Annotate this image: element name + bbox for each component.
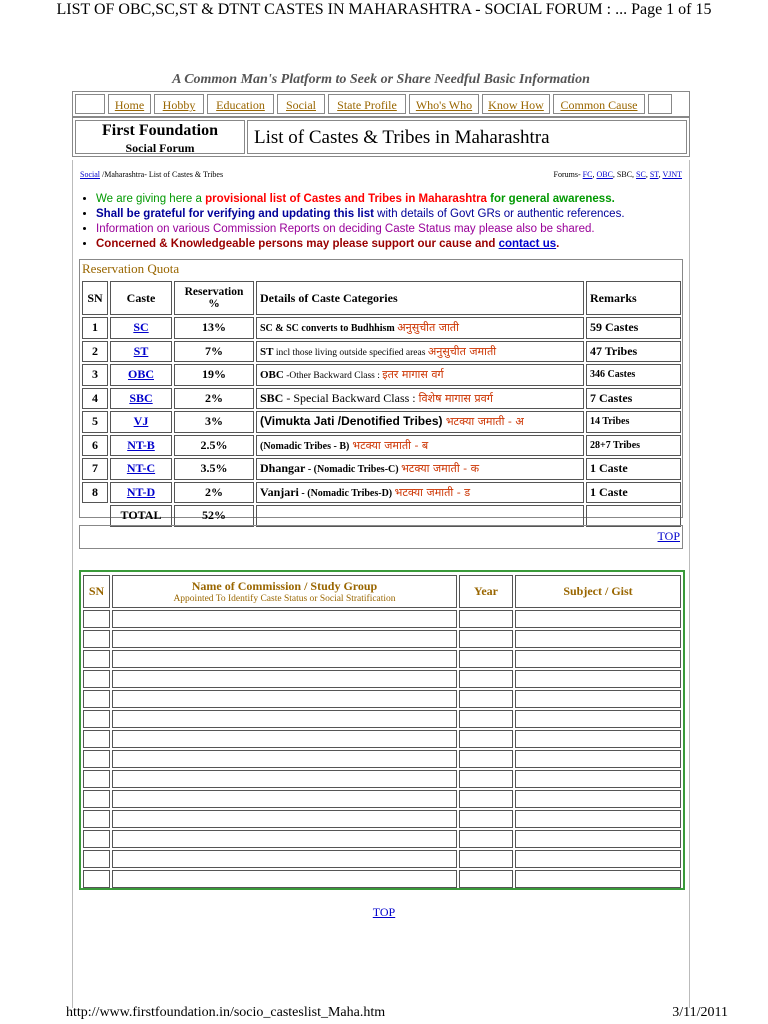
nav-item-state-profile[interactable] xyxy=(328,94,406,114)
table-row xyxy=(82,388,681,410)
table-cell-empty xyxy=(459,670,513,688)
table-cell-empty xyxy=(112,810,457,828)
table-row xyxy=(83,830,681,848)
table-cell-empty xyxy=(515,630,681,648)
nav-bar xyxy=(72,91,690,117)
table-cell-empty xyxy=(515,610,681,628)
col-header-subject: Subject / Gist xyxy=(515,575,681,608)
table-cell-empty xyxy=(112,610,457,628)
table-cell-empty xyxy=(515,870,681,888)
caste-link-sbc[interactable]: SBC xyxy=(129,390,153,405)
cell-pct: 13% xyxy=(174,317,254,339)
cell-empty xyxy=(256,505,584,527)
table-cell-empty xyxy=(112,850,457,868)
col-header-sn: SN xyxy=(82,281,108,315)
cell-sn: 8 xyxy=(82,482,108,504)
table-total-row xyxy=(82,505,681,527)
nav-link-common-cause[interactable]: Common Cause xyxy=(560,98,638,112)
table-cell-empty xyxy=(112,870,457,888)
top-link-bar xyxy=(79,525,683,549)
table-row xyxy=(83,670,681,688)
table-cell-empty xyxy=(83,810,110,828)
forum-link-vjnt[interactable]: VJNT xyxy=(662,170,682,179)
cell-remarks: 59 Castes xyxy=(586,317,681,339)
cell-details: (Vimukta Jati /Denotified Tribes) भटक्या जमाती - अ xyxy=(256,411,584,433)
nav-item-common-cause[interactable] xyxy=(553,94,645,114)
forum-sbc-text: , SBC, xyxy=(612,170,637,179)
caste-link-obc[interactable]: OBC xyxy=(127,367,154,382)
table-cell-empty xyxy=(459,870,513,888)
table-cell-empty xyxy=(459,610,513,628)
table-cell-empty xyxy=(83,650,110,668)
table-header-row xyxy=(83,575,681,608)
cell-details: Dhangar - (Nomadic Tribes-C) भटक्या जमाती - क xyxy=(256,458,584,480)
page-header: LIST OF OBC,SC,ST & DTNT CASTES IN MAHARASHTRA - SOCIAL FORUM : ... Page 1 of 15 xyxy=(56,1,712,18)
cell-remarks: 47 Tribes xyxy=(586,341,681,363)
nav-spacer-right xyxy=(648,94,672,114)
cell-pct: 3.5% xyxy=(174,458,254,480)
brand-name: First Foundation xyxy=(101,122,218,139)
forum-link-obc[interactable]: OBC xyxy=(596,170,613,179)
table-cell-empty xyxy=(459,850,513,868)
col-header-year: Year xyxy=(459,575,513,608)
cell-remarks: 346 Castes xyxy=(586,364,681,386)
breadcrumb-link-social[interactable]: Social xyxy=(80,170,100,179)
page-title: List of Castes & Tribes in Maharashtra xyxy=(247,120,687,154)
table-cell-empty xyxy=(112,710,457,728)
table-row xyxy=(83,870,681,888)
table-cell-empty xyxy=(515,690,681,708)
back-to-top-link[interactable]: TOP xyxy=(657,529,680,543)
table-row xyxy=(82,364,681,386)
table-row xyxy=(83,770,681,788)
col-header-remarks: Remarks xyxy=(586,281,681,315)
col-header-commission-title: Name of Commission / Study Group xyxy=(191,579,378,593)
cell-pct: 2% xyxy=(174,482,254,504)
bullet-item: • Concerned & Knowledgeable persons may please support our cause and contact us. xyxy=(96,237,696,252)
table-cell-empty xyxy=(83,730,110,748)
cell-empty xyxy=(586,505,681,527)
cell-sn: 3 xyxy=(82,364,108,386)
table-cell-empty xyxy=(459,750,513,768)
bullet-item: • Shall be grateful for verifying and updating this list with details of Govt GRs or authentic references. xyxy=(96,207,696,222)
table-row xyxy=(82,341,681,363)
table-cell-empty xyxy=(83,710,110,728)
table-cell-empty xyxy=(83,610,110,628)
footer-date: 3/11/2011 xyxy=(672,1005,728,1020)
caste-link-nt-d[interactable]: NT-D xyxy=(126,484,156,499)
tagline: A Common Man's Platform to Seek or Share Needful Basic Information xyxy=(172,72,590,87)
table-cell-empty xyxy=(83,790,110,808)
table-row xyxy=(83,650,681,668)
table-row xyxy=(83,730,681,748)
cell-pct: 7% xyxy=(174,341,254,363)
brand-logo-block xyxy=(75,120,245,154)
table-cell-empty xyxy=(83,770,110,788)
cell-remarks: 7 Castes xyxy=(586,388,681,410)
forums-label: Forums- xyxy=(553,170,583,179)
caste-link-nt-b[interactable]: NT-B xyxy=(127,437,155,452)
footer-url: http://www.firstfoundation.in/socio_casteslist_Maha.htm xyxy=(66,1005,386,1020)
breadcrumb xyxy=(80,170,223,179)
table-row xyxy=(83,790,681,808)
nav-item-home[interactable] xyxy=(108,94,151,114)
breadcrumb-rest: /Maharashtra- List of Castes & Tribes xyxy=(100,170,224,179)
cell-pct: 2% xyxy=(174,388,254,410)
table-cell-empty xyxy=(515,670,681,688)
table-cell-empty xyxy=(515,770,681,788)
table-cell-empty xyxy=(459,690,513,708)
nav-link-know-how[interactable]: Know How xyxy=(488,98,544,112)
col-header-caste: Caste xyxy=(110,281,172,315)
table-cell-empty xyxy=(515,810,681,828)
cell-pct: 19% xyxy=(174,364,254,386)
table-cell-empty xyxy=(459,650,513,668)
table-row xyxy=(83,810,681,828)
table-cell-empty xyxy=(112,730,457,748)
nav-link-whos-who[interactable]: Who's Who xyxy=(415,98,473,112)
col-header-sn: SN xyxy=(83,575,110,608)
caste-link-nt-c[interactable]: NT-C xyxy=(126,461,156,476)
commission-table xyxy=(81,573,683,890)
brand-bar xyxy=(72,117,690,157)
table-cell-empty xyxy=(83,750,110,768)
forum-link-fc[interactable]: FC xyxy=(582,170,593,179)
nav-item-hobby[interactable] xyxy=(154,94,204,114)
col-header-commission-subtitle: Appointed To Identify Caste Status or Social Stratification xyxy=(173,594,396,604)
caste-link-vj[interactable]: VJ xyxy=(133,414,149,429)
cell-sn: 6 xyxy=(82,435,108,457)
table-cell-empty xyxy=(459,630,513,648)
reservation-quota-title: Reservation Quota xyxy=(82,261,180,276)
bullet-item: • We are giving here a provisional list of Castes and Tribes in Maharashtra for general awareness. xyxy=(96,192,696,207)
table-cell-empty xyxy=(459,730,513,748)
table-cell-empty xyxy=(515,790,681,808)
cell-details: Vanjari - (Nomadic Tribes-D) भटक्या जमाती - ड xyxy=(256,482,584,504)
back-to-top-link-bottom[interactable]: TOP xyxy=(372,905,396,919)
table-cell-empty xyxy=(83,670,110,688)
table-row xyxy=(83,750,681,768)
forum-link-sc[interactable]: SC xyxy=(636,170,646,179)
table-cell-empty xyxy=(459,810,513,828)
cell-pct: 2.5% xyxy=(174,435,254,457)
cell-details: SBC - Special Backward Class : विशेष मागास प्रवर्ग xyxy=(256,388,584,410)
nav-link-state-profile[interactable]: State Profile xyxy=(337,98,397,112)
table-row xyxy=(82,317,681,339)
reservation-quota-table xyxy=(80,279,683,529)
table-row xyxy=(83,710,681,728)
nav-item-whos-who[interactable] xyxy=(409,94,479,114)
table-cell-empty xyxy=(459,830,513,848)
table-cell-empty xyxy=(83,870,110,888)
nav-item-know-how[interactable] xyxy=(482,94,550,114)
table-cell-empty xyxy=(515,650,681,668)
table-cell-empty xyxy=(83,630,110,648)
cell-details: ST incl those living outside specified areas अनुसुचीत जमाती xyxy=(256,341,584,363)
col-header-reservation: Reservation % xyxy=(174,281,254,315)
table-header-row xyxy=(82,281,681,315)
table-cell-empty xyxy=(515,710,681,728)
table-cell-empty xyxy=(83,830,110,848)
cell-remarks: 1 Caste xyxy=(586,458,681,480)
table-row xyxy=(82,411,681,433)
nav-link-home[interactable]: Home xyxy=(114,98,145,112)
col-header-details: Details of Caste Categories xyxy=(256,281,584,315)
table-cell-empty xyxy=(112,630,457,648)
bullet-item: • Information on various Commission Reports on deciding Caste Status may please also be shared. xyxy=(96,222,696,237)
table-cell-empty xyxy=(112,830,457,848)
cell-sn: 4 xyxy=(82,388,108,410)
nav-item-education[interactable] xyxy=(207,94,274,114)
table-cell-empty xyxy=(459,710,513,728)
table-row xyxy=(83,850,681,868)
table-cell-empty xyxy=(83,690,110,708)
contact-us-link[interactable]: contact us xyxy=(498,238,557,250)
table-row xyxy=(83,630,681,648)
table-cell-empty xyxy=(112,670,457,688)
col-header-commission xyxy=(112,575,457,608)
cell-remarks: 14 Tribes xyxy=(586,411,681,433)
table-cell-empty xyxy=(459,790,513,808)
table-cell-empty xyxy=(459,770,513,788)
table-row xyxy=(83,610,681,628)
nav-link-education[interactable]: Education xyxy=(216,98,265,112)
forums-links: Forums- FC, OBC, SBC, SC, ST, VJNT xyxy=(553,170,682,179)
total-pct: 52% xyxy=(174,505,254,527)
nav-spacer-left xyxy=(75,94,105,114)
cell-sn: 1 xyxy=(82,317,108,339)
table-cell-empty xyxy=(112,690,457,708)
table-row xyxy=(83,690,681,708)
cell-sn: 7 xyxy=(82,458,108,480)
cell-pct: 3% xyxy=(174,411,254,433)
nav-item-social[interactable] xyxy=(277,94,325,114)
table-cell-empty xyxy=(112,750,457,768)
table-row xyxy=(82,458,681,480)
cell-details: OBC -Other Backward Class : इतर मागास वर्ग xyxy=(256,364,584,386)
cell-sn: 5 xyxy=(82,411,108,433)
cell-remarks: 1 Caste xyxy=(586,482,681,504)
cell-remarks: 28+7 Tribes xyxy=(586,435,681,457)
table-cell-empty xyxy=(112,790,457,808)
table-cell-empty xyxy=(515,830,681,848)
brand-subtitle: Social Forum xyxy=(125,141,195,155)
total-label: TOTAL xyxy=(110,505,172,527)
cell-empty xyxy=(82,505,108,527)
intro-bullets xyxy=(80,192,696,252)
caste-link-st[interactable]: ST xyxy=(133,343,149,358)
table-cell-empty xyxy=(515,750,681,768)
table-cell-empty xyxy=(112,650,457,668)
nav-link-hobby[interactable]: Hobby xyxy=(162,98,196,112)
cell-sn: 2 xyxy=(82,341,108,363)
table-cell-empty xyxy=(515,730,681,748)
table-cell-empty xyxy=(83,850,110,868)
forum-link-st[interactable]: ST xyxy=(649,170,659,179)
table-row xyxy=(82,435,681,457)
cell-details: SC & SC converts to Budhhism अनुसुचीत जाती xyxy=(256,317,584,339)
cell-details: (Nomadic Tribes - B) भटक्या जमाती - ब xyxy=(256,435,584,457)
caste-link-sc[interactable]: SC xyxy=(133,320,149,335)
table-cell-empty xyxy=(515,850,681,868)
table-cell-empty xyxy=(112,770,457,788)
nav-link-social[interactable]: Social xyxy=(286,98,316,112)
table-row xyxy=(82,482,681,504)
